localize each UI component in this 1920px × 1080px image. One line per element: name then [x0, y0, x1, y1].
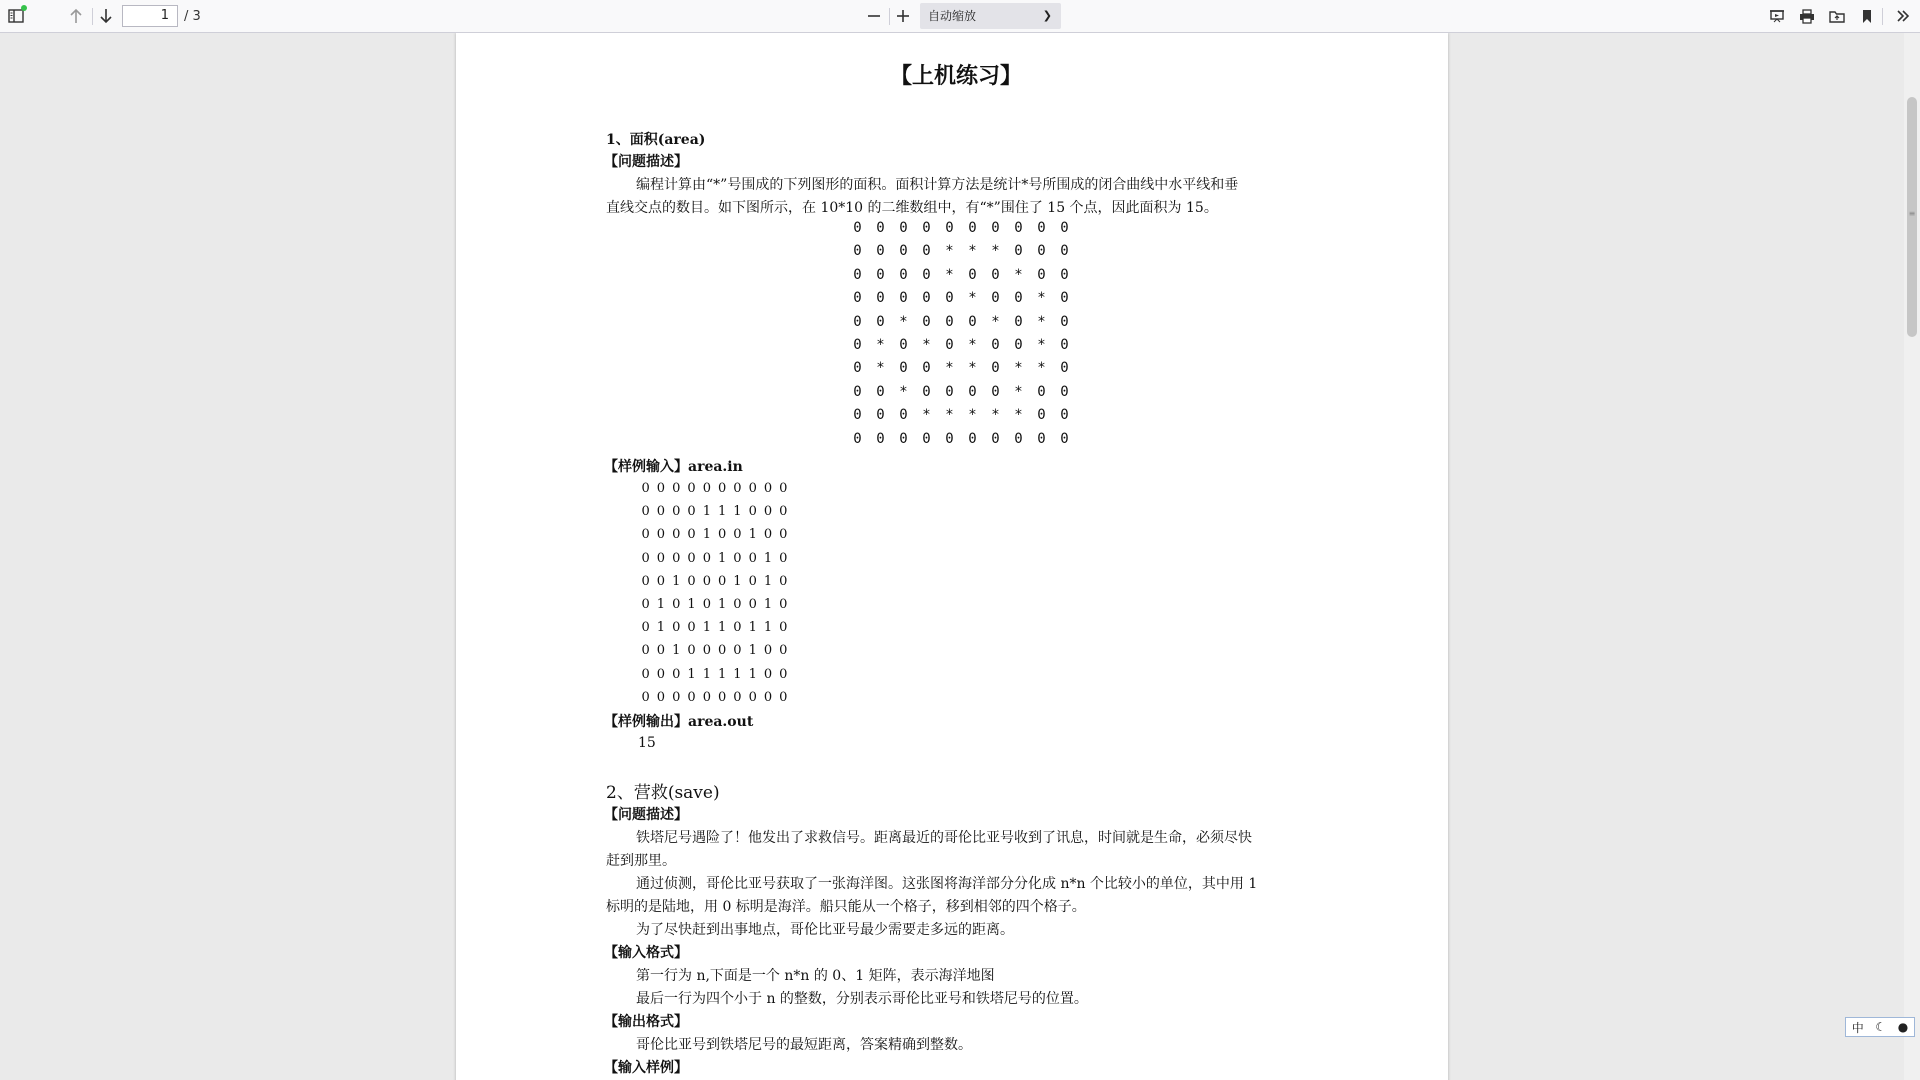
- page-number-input[interactable]: 1: [122, 5, 178, 27]
- next-page-icon[interactable]: [93, 4, 119, 28]
- problem-2-desc-line: 为了尽快赶到出事地点，哥伦比亚号最少需要走多远的距离。: [636, 922, 1014, 938]
- problem-1-desc-label: 【问题描述】: [604, 154, 688, 170]
- toolbar-separator: [1882, 8, 1883, 25]
- grid-cell: 0: [1037, 383, 1046, 400]
- sample-input-cell: 1: [717, 504, 727, 520]
- presentation-mode-icon[interactable]: [1764, 4, 1790, 28]
- problem-1-heading: 1、面积(area): [606, 132, 706, 148]
- grid-cell: 0: [853, 430, 862, 447]
- grid-cell: 0: [1060, 383, 1069, 400]
- grid-cell: *: [899, 313, 908, 330]
- grid-cell: 0: [853, 313, 862, 330]
- sample-input-cell: 0: [717, 573, 727, 589]
- sample-input-cell: 0: [641, 527, 650, 543]
- grid-row: [846, 407, 1076, 423]
- sample-input-cell: 0: [779, 689, 788, 705]
- grid-cell: 0: [922, 383, 931, 400]
- sample-input-cell: 0: [702, 689, 711, 705]
- sample-input-cell: 0: [641, 620, 650, 636]
- sample-input-cell: 1: [687, 666, 696, 682]
- grid-cell: 0: [945, 220, 954, 236]
- grid-cell: *: [945, 243, 954, 260]
- sample-input-cell: 0: [641, 643, 650, 659]
- grid-cell: 0: [945, 313, 954, 330]
- grid-cell: 0: [1014, 290, 1023, 307]
- grid-cell: 0: [853, 220, 862, 236]
- grid-cell: 0: [968, 383, 977, 400]
- grid-cell: 0: [876, 313, 885, 330]
- sample-input-cell: 0: [656, 550, 666, 566]
- sample-input-cell: 0: [641, 597, 650, 612]
- grid-row: [846, 431, 1076, 447]
- sample-input-cell: 0: [656, 573, 666, 589]
- grid-cell: 0: [1060, 337, 1069, 353]
- sample-input-cell: 0: [733, 527, 742, 543]
- grid-cell: 0: [1060, 313, 1069, 330]
- grid-cell: 0: [922, 360, 931, 377]
- grid-cell: 0: [1060, 360, 1069, 377]
- grid-cell: 0: [853, 360, 862, 377]
- grid-cell: 0: [922, 290, 931, 307]
- zoom-select[interactable]: [920, 3, 1061, 29]
- sample-input-cell: 0: [763, 689, 773, 705]
- sample-input-cell: 0: [656, 481, 666, 496]
- grid-cell: 0: [899, 290, 908, 307]
- grid-cell: 0: [945, 383, 954, 400]
- sample-input-cell: 0: [779, 597, 788, 612]
- sample-input-cell: 1: [687, 597, 696, 612]
- sample-input-cell: 0: [733, 620, 742, 636]
- sample-input-row: [638, 643, 791, 658]
- grid-cell: 0: [1060, 407, 1069, 424]
- sample-input-cell: 1: [717, 666, 727, 682]
- sample-input-cell: 0: [672, 481, 681, 496]
- grid-cell: 0: [945, 337, 954, 353]
- grid-cell: 0: [899, 337, 908, 353]
- sample-input-cell: 0: [748, 597, 757, 612]
- sample-input-cell: 0: [733, 481, 742, 496]
- previous-page-icon[interactable]: [63, 4, 89, 28]
- sample-input-cell: 1: [702, 666, 711, 682]
- grid-cell: *: [922, 407, 931, 424]
- sample-input-cell: 0: [779, 643, 788, 659]
- grid-cell: *: [922, 337, 931, 353]
- sample-input-row: [638, 620, 791, 635]
- grid-cell: 0: [853, 407, 862, 424]
- sample-input-cell: 0: [733, 643, 742, 659]
- grid-row: [846, 267, 1076, 283]
- problem-1-desc-line: 直线交点的数目。如下图所示，在 10*10 的二维数组中，有“*”围住了 15 个点，因此面积为 15。: [606, 200, 1218, 216]
- grid-cell: *: [968, 290, 977, 307]
- sample-input-cell: 0: [717, 643, 727, 659]
- sample-input-cell: 0: [733, 550, 742, 566]
- grid-cell: 0: [899, 407, 908, 424]
- sample-output-label: 【样例输出】area.out: [604, 714, 754, 730]
- grid-cell: 0: [876, 243, 885, 260]
- grid-cell: *: [945, 360, 954, 377]
- zoom-in-icon[interactable]: [890, 4, 916, 28]
- grid-cell: 0: [1060, 243, 1069, 260]
- grid-cell: 0: [1037, 243, 1046, 260]
- user-icon: ●: [1897, 1020, 1909, 1034]
- sample-input-cell: 0: [702, 643, 711, 659]
- sample-input-cell: 0: [763, 527, 773, 543]
- sample-input-cell: 0: [779, 504, 788, 520]
- sample-input-cell: 0: [687, 504, 696, 520]
- problem-2-desc-line: 赶到那里。: [606, 853, 676, 869]
- moon-icon: ☾: [1875, 1020, 1887, 1034]
- sample-input-cell: 0: [672, 620, 681, 636]
- grid-row: [846, 290, 1076, 306]
- problem-2-desc-line: 铁塔尼号遇险了！他发出了求救信号。距离最近的哥伦比亚号收到了讯息，时间就是生命，必须尽快: [636, 830, 1252, 846]
- sample-input-cell: 0: [763, 481, 773, 496]
- grid-cell: 0: [968, 220, 977, 236]
- sample-input-cell: 1: [748, 620, 757, 636]
- sample-input-cell: 0: [641, 666, 650, 682]
- sample-input-cell: 1: [717, 620, 727, 636]
- grid-cell: 0: [991, 337, 1000, 353]
- grid-cell: *: [1037, 360, 1046, 377]
- input-format-line: 最后一行为四个小于 n 的整数，分别表示哥伦比亚号和铁塔尼号的位置。: [636, 991, 1088, 1007]
- page-count: / 3: [184, 9, 201, 24]
- grid-cell: *: [899, 383, 908, 400]
- grid-cell: *: [1037, 290, 1046, 307]
- sample-input-cell: 0: [687, 550, 696, 566]
- grid-cell: *: [1014, 360, 1023, 377]
- grid-cell: 0: [1014, 313, 1023, 330]
- sample-input-cell: 1: [748, 643, 757, 659]
- grid-cell: *: [1037, 313, 1046, 330]
- sample-input-cell: 0: [672, 666, 681, 682]
- grid-cell: 0: [1037, 266, 1046, 283]
- sample-input-cell: 0: [702, 481, 711, 496]
- grid-cell: 0: [876, 407, 885, 424]
- grid-cell: 0: [899, 360, 908, 377]
- grid-cell: 0: [922, 243, 931, 260]
- grid-cell: 0: [1060, 290, 1069, 307]
- sample-input-cell: 0: [672, 504, 681, 520]
- grid-cell: 0: [945, 430, 954, 447]
- problem-2-desc-line: 通过侦测，哥伦比亚号获取了一张海洋图。这张图将海洋部分分化成 n*n 个比较小的单位，其中用 1: [636, 876, 1258, 892]
- sample-input-cell: 0: [748, 504, 757, 520]
- grid-row: [846, 337, 1076, 353]
- document-viewer[interactable]: [0, 33, 1920, 1080]
- sample-input-cell: 0: [702, 550, 711, 566]
- grid-cell: *: [1014, 266, 1023, 283]
- print-icon[interactable]: [1794, 4, 1820, 28]
- grid-cell: 0: [1060, 220, 1069, 236]
- grid-cell: 0: [922, 266, 931, 283]
- sample-input-cell: 0: [733, 597, 742, 612]
- sample-input-cell: 0: [748, 481, 757, 496]
- grid-cell: 0: [899, 266, 908, 283]
- sample-input-row: [638, 481, 791, 496]
- sample-input-cell: 0: [672, 689, 681, 705]
- grid-cell: 0: [968, 266, 977, 283]
- sample-input-row: [638, 667, 791, 682]
- sample-input-cell: 1: [733, 504, 742, 520]
- sample-input-cell: 0: [687, 643, 696, 659]
- sample-input-cell: 0: [687, 481, 696, 496]
- grid-cell: 0: [1037, 407, 1046, 424]
- sample-input-cell: 0: [779, 481, 788, 496]
- grid-cell: 0: [876, 430, 885, 447]
- sample-input-cell: 0: [656, 666, 666, 682]
- grid-cell: 0: [1060, 430, 1069, 447]
- grid-cell: 0: [1037, 220, 1046, 236]
- sample-input-cell: 1: [702, 620, 711, 636]
- problem-2-desc-label: 【问题描述】: [604, 807, 688, 823]
- grid-cell: 0: [922, 430, 931, 447]
- grid-cell: *: [991, 407, 1000, 424]
- sample-input-cell: 0: [672, 597, 681, 612]
- grid-cell: 0: [876, 266, 885, 283]
- sample-input-cell: 1: [672, 573, 681, 589]
- grid-cell: *: [945, 407, 954, 424]
- sample-input-cell: 0: [702, 597, 711, 612]
- sample-input-cell: 0: [717, 689, 727, 705]
- problem-1-desc-line: 编程计算由“*”号围成的下列图形的面积。面积计算方法是统计*号所围成的闭合曲线中水平线和垂: [636, 177, 1239, 193]
- grid-cell: 0: [922, 313, 931, 330]
- sample-input-row: [638, 527, 791, 542]
- sample-output-value: 15: [638, 735, 656, 751]
- sample-input-cell: 1: [656, 620, 666, 636]
- grid-cell: 0: [991, 266, 1000, 283]
- grid-cell: 0: [853, 337, 862, 353]
- grid-cell: 0: [922, 220, 931, 236]
- grid-cell: *: [1014, 407, 1023, 424]
- sample-input-row: [638, 597, 791, 612]
- grid-cell: 0: [1014, 220, 1023, 236]
- sample-input-cell: 1: [763, 573, 773, 589]
- grid-cell: 0: [876, 220, 885, 236]
- grid-cell: 0: [991, 290, 1000, 307]
- sample-input-cell: 0: [687, 573, 696, 589]
- bookmark-icon[interactable]: [1854, 4, 1880, 28]
- grid-cell: 0: [853, 266, 862, 283]
- sample-input-row: [638, 690, 791, 705]
- sample-input-cell: 0: [641, 481, 650, 496]
- grid-cell: 0: [968, 313, 977, 330]
- problem-2-desc-line: 标明的是陆地，用 0 标明是海洋。船只能从一个格子，移到相邻的四个格子。: [606, 899, 1086, 915]
- grid-cell: *: [968, 407, 977, 424]
- grid-cell: 0: [853, 290, 862, 307]
- sample-input-cell: 1: [748, 527, 757, 543]
- sample-input-cell: 1: [763, 620, 773, 636]
- sample-input-cell: 1: [672, 643, 681, 659]
- input-format-line: 第一行为 n,下面是一个 n*n 的 0、1 矩阵，表示海洋地图: [636, 968, 995, 984]
- chevron-down-icon: ❯: [1042, 9, 1052, 22]
- grid-cell: *: [968, 337, 977, 353]
- grid-cell: 0: [1037, 430, 1046, 447]
- ime-language-label: 中: [1851, 1020, 1864, 1035]
- zoom-select-value: 自动缩放: [928, 9, 977, 23]
- sample-input-cell: 0: [702, 573, 711, 589]
- grid-cell: *: [876, 337, 885, 353]
- sample-input-cell: 0: [779, 573, 788, 589]
- sample-input-cell: 0: [687, 689, 696, 705]
- sample-input-cell: 0: [763, 666, 773, 682]
- sample-input-row: [638, 574, 791, 589]
- sample-input-cell: 0: [779, 550, 788, 566]
- grid-cell: 0: [1014, 430, 1023, 447]
- sample-input-cell: 0: [763, 504, 773, 520]
- sample-input-cell: 0: [717, 481, 727, 496]
- sample-input-cell: 0: [656, 643, 666, 659]
- grid-cell: *: [991, 313, 1000, 330]
- grid-cell: 0: [876, 383, 885, 400]
- sample-input-cell: 0: [641, 504, 650, 520]
- sample-input-cell: 0: [687, 527, 696, 543]
- scrollbar-grip-icon: ≡: [1908, 209, 1916, 218]
- pdf-page: [456, 33, 1448, 1080]
- ime-indicator[interactable]: [1845, 1017, 1915, 1037]
- grid-cell: 0: [899, 243, 908, 260]
- sample-input-cell: 0: [733, 689, 742, 705]
- grid-cell: *: [945, 266, 954, 283]
- grid-cell: *: [991, 243, 1000, 260]
- grid-cell: *: [1037, 337, 1046, 353]
- input-format-label: 【输入格式】: [604, 945, 688, 961]
- grid-cell: 0: [1060, 266, 1069, 283]
- grid-cell: *: [876, 360, 885, 377]
- sample-input-cell: 0: [748, 689, 757, 705]
- sample-input-cell: 0: [641, 550, 650, 566]
- sample-input-cell: 0: [641, 689, 650, 705]
- sample-input-2-label: 【输入样例】: [604, 1060, 688, 1076]
- grid-row: [846, 360, 1076, 376]
- tools-icon[interactable]: [1890, 4, 1916, 28]
- open-file-icon[interactable]: [1824, 4, 1850, 28]
- grid-cell: 0: [1014, 337, 1023, 353]
- grid-row: [846, 384, 1076, 400]
- sample-input-cell: 0: [779, 527, 788, 543]
- pdf-toolbar: [0, 0, 1920, 33]
- sample-input-cell: 0: [779, 666, 788, 682]
- sample-input-cell: 1: [733, 666, 742, 682]
- sample-input-cell: 0: [672, 527, 681, 543]
- page-title: 【上机练习】: [889, 63, 1022, 89]
- sample-input-cell: 1: [763, 597, 773, 612]
- sample-input-cell: 0: [641, 573, 650, 589]
- sample-input-cell: 0: [656, 527, 666, 543]
- output-format-label: 【输出格式】: [604, 1014, 688, 1030]
- vertical-scrollbar[interactable]: [1904, 33, 1920, 1080]
- sample-input-label: 【样例输入】area.in: [604, 459, 743, 475]
- sample-input-cell: 0: [717, 527, 727, 543]
- grid-cell: 0: [968, 430, 977, 447]
- output-format-line: 哥伦比亚号到铁塔尼号的最短距离，答案精确到整数。: [636, 1037, 972, 1053]
- problem-2-heading: 2、营救(save): [606, 783, 720, 803]
- grid-cell: 0: [853, 243, 862, 260]
- grid-cell: 0: [876, 290, 885, 307]
- sample-input-cell: 1: [748, 666, 757, 682]
- sample-input-cell: 0: [656, 504, 666, 520]
- grid-cell: 0: [991, 430, 1000, 447]
- sample-input-cell: 0: [748, 573, 757, 589]
- grid-cell: 0: [991, 360, 1000, 377]
- grid-cell: 0: [899, 220, 908, 236]
- sample-input-cell: 0: [763, 643, 773, 659]
- grid-cell: 0: [899, 430, 908, 447]
- sample-input-cell: 0: [748, 550, 757, 566]
- sample-input-cell: 1: [702, 527, 711, 543]
- grid-row: [846, 314, 1076, 330]
- grid-cell: 0: [991, 220, 1000, 236]
- grid-cell: 0: [945, 290, 954, 307]
- sample-input-cell: 1: [717, 597, 727, 612]
- grid-row: [846, 220, 1076, 236]
- sample-input-cell: 1: [763, 550, 773, 566]
- grid-cell: *: [1014, 383, 1023, 400]
- sample-input-cell: 1: [733, 573, 742, 589]
- grid-row: [846, 243, 1076, 259]
- sample-input-row: [638, 504, 791, 519]
- sample-input-cell: 1: [702, 504, 711, 520]
- grid-cell: *: [968, 243, 977, 260]
- grid-cell: 0: [991, 383, 1000, 400]
- notification-dot: [21, 5, 27, 11]
- sample-input-cell: 1: [656, 597, 666, 612]
- grid-cell: *: [968, 360, 977, 377]
- grid-cell: 0: [1014, 243, 1023, 260]
- sample-input-row: [638, 551, 791, 566]
- sample-input-cell: 0: [779, 620, 788, 636]
- sample-input-cell: 0: [687, 620, 696, 636]
- sample-input-cell: 1: [717, 550, 727, 566]
- zoom-out-icon[interactable]: [861, 4, 887, 28]
- sample-input-cell: 0: [656, 689, 666, 705]
- sample-input-cell: 0: [672, 550, 681, 566]
- grid-cell: 0: [853, 383, 862, 400]
